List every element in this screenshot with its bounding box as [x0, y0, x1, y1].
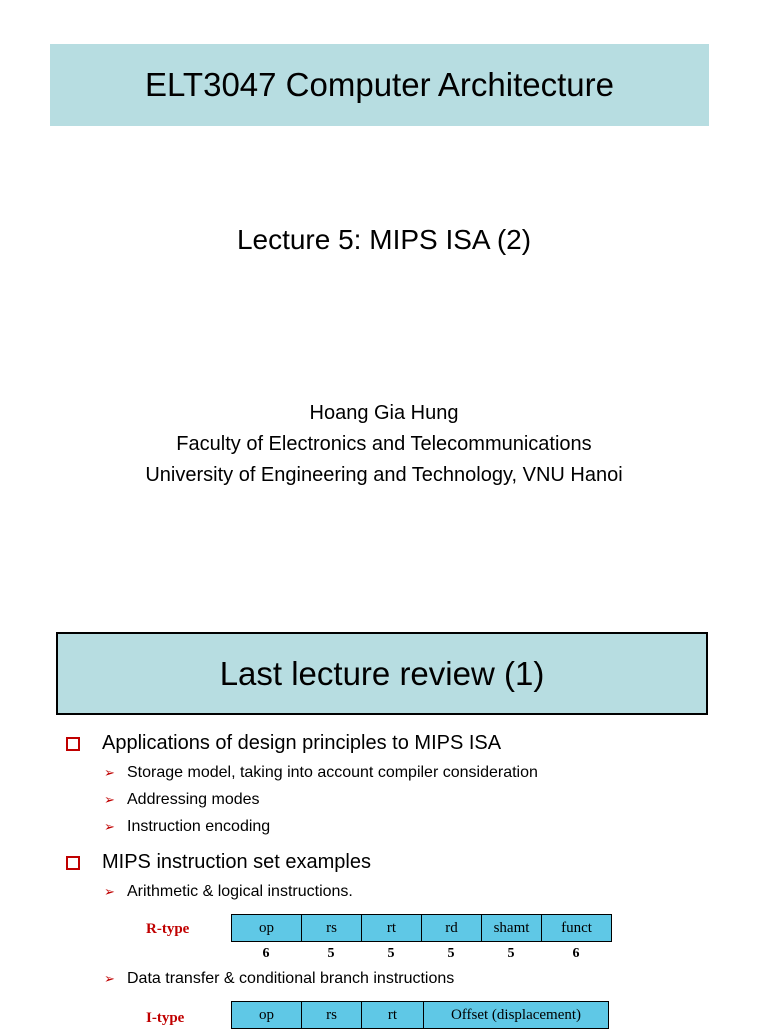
author-block [0, 398, 768, 491]
review-title: Last lecture review (1) [56, 632, 708, 715]
field-op: op [231, 1001, 302, 1029]
arrow-bullet-icon: ➢ [104, 765, 115, 780]
sub-bullet-label: Data transfer & conditional branch instructions [127, 970, 455, 987]
field-rt: rt [361, 914, 422, 942]
bits-op: 6 [262, 946, 270, 961]
field-rs: rs [301, 914, 362, 942]
bullet-item [66, 732, 501, 755]
square-bullet-icon [66, 737, 80, 751]
sub-bullet-item [104, 883, 353, 901]
field-op: op [231, 914, 302, 942]
field-rd: rd [421, 914, 482, 942]
r-type-label: R-type [146, 921, 190, 937]
r-type-format [231, 914, 612, 942]
bits-rd: 5 [447, 946, 455, 961]
field-rs: rs [301, 1001, 362, 1029]
bits-funct: 6 [572, 946, 580, 961]
sub-bullet-label: Arithmetic & logical instructions. [127, 883, 353, 900]
bits-rt: 5 [387, 946, 395, 961]
arrow-bullet-icon: ➢ [104, 819, 115, 834]
r-type-bits [231, 946, 611, 962]
slide-title: ELT3047 Computer Architecture [50, 44, 709, 126]
bits-shamt: 5 [507, 946, 515, 961]
i-type-label: I-type [146, 1010, 185, 1026]
sub-bullet-label: Addressing modes [127, 791, 260, 808]
bullet-item [66, 851, 371, 874]
sub-bullet-item [104, 818, 270, 836]
bullet-label: Applications of design principles to MIPS ISA [102, 732, 502, 754]
university-name: University of Engineering and Technology, VNU Hanoi [145, 464, 623, 486]
arrow-bullet-icon: ➢ [104, 971, 115, 986]
bullet-label: MIPS instruction set examples [102, 851, 371, 873]
faculty-name: Faculty of Electronics and Telecommunications [176, 433, 592, 455]
square-bullet-icon [66, 856, 80, 870]
field-rt: rt [361, 1001, 424, 1029]
sub-bullet-item [104, 764, 538, 782]
lecture-subtitle: Lecture 5: MIPS ISA (2) [236, 224, 532, 255]
field-funct: funct [541, 914, 612, 942]
arrow-bullet-icon: ➢ [104, 792, 115, 807]
sub-bullet-item [104, 970, 454, 988]
author-name: Hoang Gia Hung [309, 402, 459, 424]
sub-bullet-item [104, 791, 260, 809]
sub-bullet-label: Storage model, taking into account compiler consideration [127, 764, 538, 781]
arrow-bullet-icon: ➢ [104, 884, 115, 899]
sub-bullet-label: Instruction encoding [127, 818, 271, 835]
i-type-format [231, 1001, 609, 1029]
field-shamt: shamt [481, 914, 542, 942]
field-offset: Offset (displacement) [423, 1001, 609, 1029]
bits-rs: 5 [327, 946, 335, 961]
